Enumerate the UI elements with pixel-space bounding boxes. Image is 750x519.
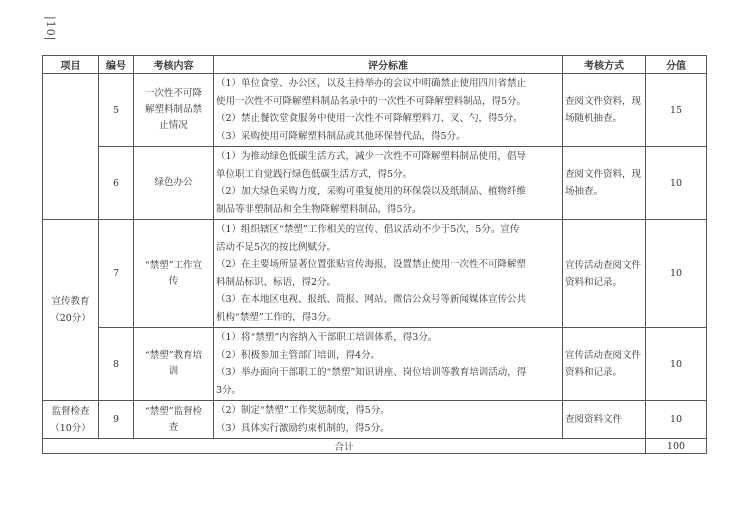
criteria-line: （1）为推动绿色低碳生活方式，减少一次性不可降解塑料制品使用，倡导 — [216, 151, 527, 162]
row-item — [43, 74, 99, 220]
row-criteria — [214, 401, 563, 439]
row-score: 10 — [646, 401, 707, 439]
row-score: 10 — [646, 147, 707, 220]
criteria-line: （3）采购使用可降解塑料制品或其他环保替代品，得5分。 — [216, 130, 466, 142]
criteria-line: 制品等非塑制品和全生物降解塑料制品，得5分。 — [216, 203, 422, 215]
row-content: “禁塑”教育培训 — [134, 328, 214, 401]
criteria-line: （3）举办面向干部职工的“禁塑”知识讲座、岗位培训等教育培训活动，得 — [216, 367, 527, 378]
criteria-line: （2）在主要场所显著位置张贴宣传海报，设置禁止使用一次性不可降解塑 — [216, 259, 527, 270]
row-criteria — [214, 328, 563, 401]
row-no: 5 — [99, 74, 134, 147]
row-content: “禁塑”工作宣传 — [134, 220, 214, 328]
criteria-line: 机构“禁塑”工作的，得3分。 — [216, 311, 337, 323]
total-row — [43, 439, 707, 454]
total-score: 100 — [646, 439, 707, 454]
criteria-line: （1）将“禁塑”内容纳入干部职工培训体系，得3分。 — [216, 332, 438, 343]
row-score: 15 — [646, 74, 707, 147]
criteria-line: （2）制定“禁塑”工作奖惩制度，得5分。 — [216, 405, 390, 416]
row-no: 7 — [99, 220, 134, 328]
row-criteria — [214, 74, 563, 147]
row-method: 宣传活动查阅文件资料和记录。 — [563, 328, 646, 401]
table-row — [43, 328, 707, 401]
table-row — [43, 74, 707, 147]
row-item: 监督检查（10分） — [43, 401, 99, 439]
criteria-line: （1）组织辖区“禁塑”工作相关的宣传、倡议活动不少于5次，5分。宣传 — [216, 224, 520, 235]
header-item: 项目 — [43, 56, 99, 74]
row-criteria — [214, 147, 563, 220]
row-content: “禁塑”监督检查 — [134, 401, 214, 439]
row-no: 8 — [99, 328, 134, 401]
criteria-line: （2）禁止餐饮堂食服务中使用一次性不可降解塑料刀、叉、勺，得5分。 — [216, 113, 523, 124]
total-label: 合计 — [43, 439, 646, 454]
row-method: 查阅文件资料，现场随机抽查。 — [563, 74, 646, 147]
criteria-line: 活动不足5次的按比例赋分。 — [216, 241, 337, 253]
row-criteria — [214, 220, 563, 328]
header-criteria: 评分标准 — [214, 56, 563, 74]
header-score: 分值 — [646, 56, 707, 74]
header-content: 考核内容 — [134, 56, 214, 74]
criteria-line: 单位职工自觉践行绿色低碳生活方式，得5分。 — [216, 168, 413, 180]
row-content: 绿色办公 — [134, 147, 214, 220]
criteria-line: （3）具体实行激励约束机制的，得5分。 — [216, 422, 390, 434]
row-method: 宣传活动查阅文件资料和记录。 — [563, 220, 646, 328]
row-method: 查阅资料文件 — [563, 401, 646, 439]
row-score: 10 — [646, 220, 707, 328]
criteria-line: 料制品标识、标语，得2分。 — [216, 276, 337, 288]
header-row — [43, 56, 707, 74]
table-row — [43, 147, 707, 220]
criteria-line: （3）在本地区电视、报纸、简报、网站、微信公众号等新闻媒体宣传公共 — [216, 294, 527, 305]
criteria-line: 3分。 — [216, 384, 242, 396]
page-number: |10| — [44, 16, 57, 42]
row-item: 宣传教育（20分） — [43, 220, 99, 401]
row-no: 9 — [99, 401, 134, 439]
table-row — [43, 220, 707, 328]
assessment-table — [42, 55, 707, 454]
criteria-line: （2）积极参加主管部门培训，得4分。 — [216, 349, 381, 361]
header-no: 编号 — [99, 56, 134, 74]
criteria-line: 使用一次性不可降解塑料制品名录中的一次性不可降解塑料制品，得5分。 — [216, 95, 527, 107]
criteria-line: （1）单位食堂、办公区，以及主持举办的会议中明确禁止使用四川省禁止 — [216, 78, 527, 89]
criteria-line: （2）加大绿色采购力度，采购可重复使用的环保袋以及纸制品、植物纤维 — [216, 186, 527, 197]
table-row — [43, 401, 707, 439]
row-method: 查阅文件资料，现场抽查。 — [563, 147, 646, 220]
row-no: 6 — [99, 147, 134, 220]
row-score: 10 — [646, 328, 707, 401]
row-content: 一次性不可降解塑料制品禁止情况 — [134, 74, 214, 147]
header-method: 考核方式 — [563, 56, 646, 74]
